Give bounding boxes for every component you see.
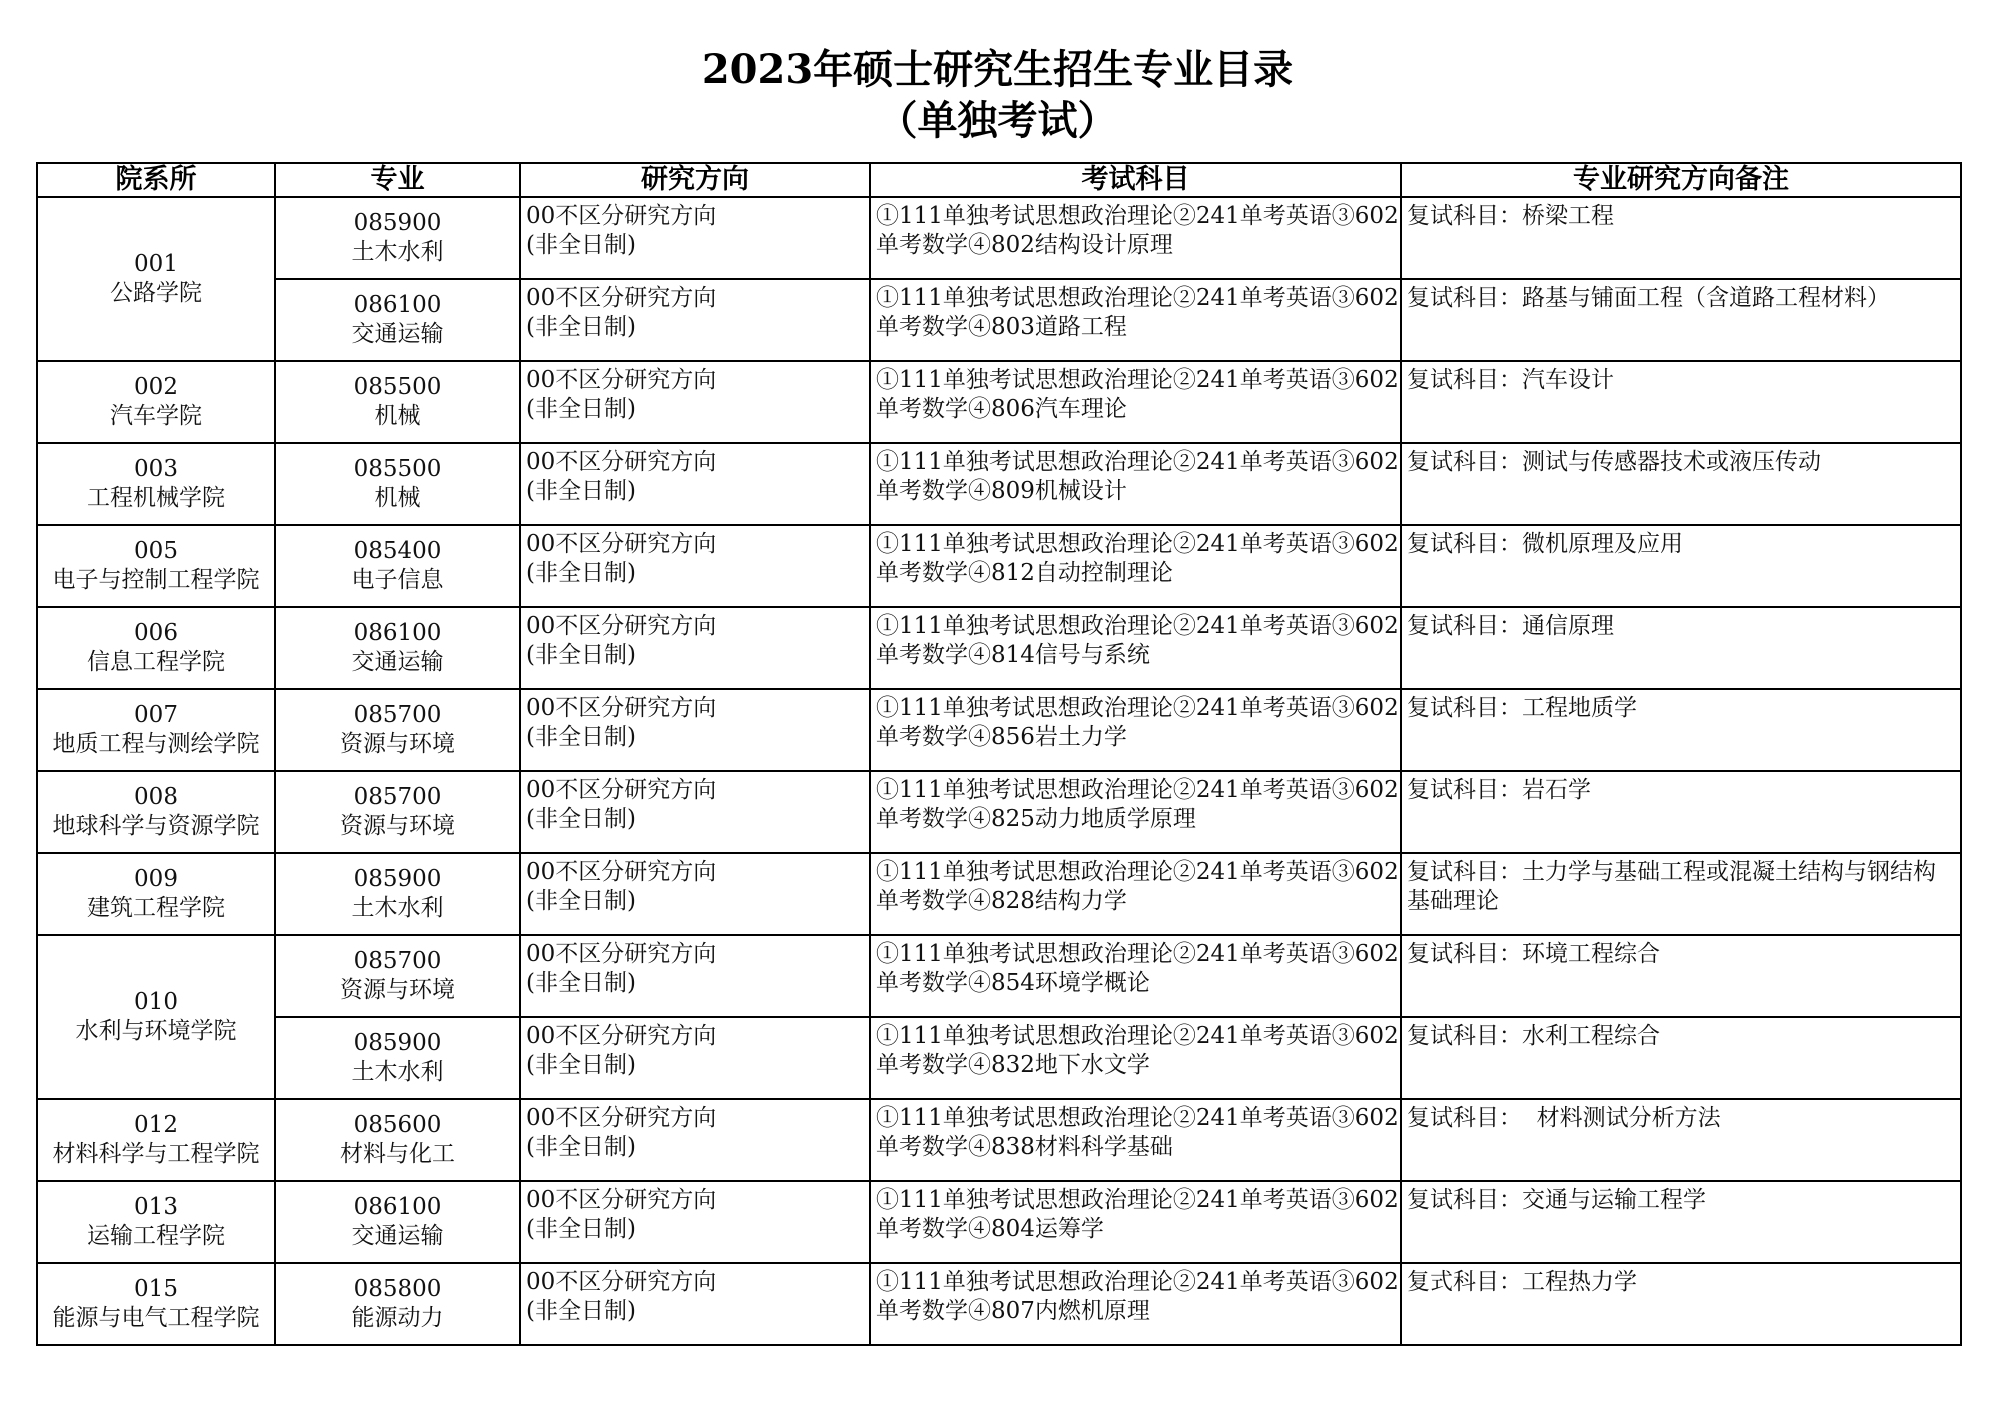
direction-cell <box>520 771 870 853</box>
exam-cell <box>870 1263 1401 1345</box>
direction-line: (非全日制) <box>526 396 636 422</box>
exam-line: ①111单独考试思想政治理论②241单考英语③602 <box>876 695 1399 721</box>
exam-line: ①111单独考试思想政治理论②241单考英语③602 <box>876 777 1399 803</box>
exam-line: 单考数学④802结构设计原理 <box>876 232 1173 258</box>
note-cell <box>1401 935 1961 1017</box>
direction-cell <box>520 443 870 525</box>
direction-cell <box>520 853 870 935</box>
direction-line: 00不区分研究方向 <box>526 859 717 885</box>
note-cell <box>1401 279 1961 361</box>
exam-line: 单考数学④825动力地质学原理 <box>876 806 1196 832</box>
major-cell <box>275 853 520 935</box>
exam-cell <box>870 279 1401 361</box>
major-cell <box>275 197 520 279</box>
major-code: 085600 <box>353 1112 442 1138</box>
department-name: 工程机械学院 <box>87 485 225 511</box>
table-row <box>37 1017 1961 1099</box>
exam-line: 单考数学④807内燃机原理 <box>876 1298 1150 1324</box>
major-cell <box>275 1263 520 1345</box>
direction-line: 00不区分研究方向 <box>526 449 717 475</box>
note-line: 复试科目：水利工程综合 <box>1407 1023 1660 1049</box>
major-cell <box>275 279 520 361</box>
table-row <box>37 771 1961 853</box>
document-title-block <box>0 44 1995 146</box>
document-title: 2023年硕士研究生招生专业目录 <box>701 46 1294 93</box>
department-name: 运输工程学院 <box>87 1223 225 1249</box>
department-cell <box>37 525 275 607</box>
direction-line: 00不区分研究方向 <box>526 367 717 393</box>
department-code: 009 <box>134 866 178 892</box>
direction-cell <box>520 1181 870 1263</box>
exam-cell <box>870 607 1401 689</box>
major-name: 资源与环境 <box>340 977 455 1003</box>
department-name: 建筑工程学院 <box>87 895 225 921</box>
major-name: 机械 <box>374 485 421 511</box>
table-row <box>37 525 1961 607</box>
major-name: 机械 <box>374 403 421 429</box>
note-line: 复试科目：微机原理及应用 <box>1407 531 1683 557</box>
note-line: 复式科目：工程热力学 <box>1407 1269 1637 1295</box>
direction-line: (非全日制) <box>526 560 636 586</box>
direction-cell <box>520 1099 870 1181</box>
exam-line: 单考数学④806汽车理论 <box>876 396 1127 422</box>
major-code: 086100 <box>353 1194 442 1220</box>
direction-cell <box>520 361 870 443</box>
exam-line: 单考数学④812自动控制理论 <box>876 560 1173 586</box>
exam-line: ①111单独考试思想政治理论②241单考英语③602 <box>876 859 1399 885</box>
note-cell <box>1401 1263 1961 1345</box>
department-name: 公路学院 <box>110 280 202 306</box>
direction-line: (非全日制) <box>526 232 636 258</box>
department-cell <box>37 935 275 1099</box>
department-name: 信息工程学院 <box>87 649 225 675</box>
exam-line: ①111单独考试思想政治理论②241单考英语③602 <box>876 531 1399 557</box>
note-line: 复试科目： 材料测试分析方法 <box>1407 1105 1721 1131</box>
direction-line: 00不区分研究方向 <box>526 1187 717 1213</box>
note-line: 复试科目：土力学与基础工程或混凝土结构与钢结构 <box>1407 859 1936 885</box>
note-cell <box>1401 1181 1961 1263</box>
department-name: 材料科学与工程学院 <box>52 1141 260 1167</box>
department-name: 汽车学院 <box>110 403 202 429</box>
department-code: 013 <box>134 1194 178 1220</box>
direction-line: 00不区分研究方向 <box>526 285 717 311</box>
table-row <box>37 443 1961 525</box>
table-row <box>37 279 1961 361</box>
exam-line: 单考数学④809机械设计 <box>876 478 1127 504</box>
exam-cell <box>870 361 1401 443</box>
note-cell <box>1401 443 1961 525</box>
table-row <box>37 1099 1961 1181</box>
department-code: 012 <box>134 1112 178 1138</box>
direction-cell <box>520 197 870 279</box>
exam-line: ①111单独考试思想政治理论②241单考英语③602 <box>876 1105 1399 1131</box>
header-row <box>37 163 1961 197</box>
major-cell <box>275 1181 520 1263</box>
major-cell <box>275 771 520 853</box>
note-cell <box>1401 607 1961 689</box>
exam-line: ①111单独考试思想政治理论②241单考英语③602 <box>876 449 1399 475</box>
exam-cell <box>870 1099 1401 1181</box>
note-line: 复试科目：交通与运输工程学 <box>1407 1187 1706 1213</box>
department-name: 地质工程与测绘学院 <box>52 731 260 757</box>
exam-line: ①111单独考试思想政治理论②241单考英语③602 <box>876 1269 1399 1295</box>
direction-line: (非全日制) <box>526 970 636 996</box>
exam-line: 单考数学④828结构力学 <box>876 888 1127 914</box>
note-cell <box>1401 1017 1961 1099</box>
direction-cell <box>520 279 870 361</box>
direction-cell <box>520 1017 870 1099</box>
table-row <box>37 361 1961 443</box>
exam-line: 单考数学④803道路工程 <box>876 314 1127 340</box>
major-cell <box>275 935 520 1017</box>
major-name: 交通运输 <box>351 649 444 675</box>
direction-line: 00不区分研究方向 <box>526 777 717 803</box>
direction-line: 00不区分研究方向 <box>526 695 717 721</box>
table-row <box>37 1181 1961 1263</box>
department-cell <box>37 607 275 689</box>
exam-cell <box>870 525 1401 607</box>
note-cell <box>1401 361 1961 443</box>
direction-cell <box>520 935 870 1017</box>
department-name: 能源与电气工程学院 <box>52 1305 260 1331</box>
exam-line: ①111单独考试思想政治理论②241单考英语③602 <box>876 1023 1399 1049</box>
department-name: 水利与环境学院 <box>75 1018 237 1044</box>
department-cell <box>37 689 275 771</box>
note-line: 复试科目：岩石学 <box>1407 777 1591 803</box>
major-name: 土木水利 <box>351 239 444 265</box>
note-cell <box>1401 1099 1961 1181</box>
major-cell <box>275 525 520 607</box>
table-row <box>37 689 1961 771</box>
major-cell <box>275 1099 520 1181</box>
note-line: 复试科目：通信原理 <box>1407 613 1614 639</box>
note-line: 复试科目：测试与传感器技术或液压传动 <box>1407 449 1821 475</box>
exam-cell <box>870 771 1401 853</box>
catalog-table <box>36 162 1962 1346</box>
note-line: 复试科目：汽车设计 <box>1407 367 1614 393</box>
major-code: 085900 <box>353 210 442 236</box>
direction-line: (非全日制) <box>526 724 636 750</box>
direction-line: 00不区分研究方向 <box>526 941 717 967</box>
note-line: 复试科目：工程地质学 <box>1407 695 1637 721</box>
note-cell <box>1401 197 1961 279</box>
department-cell <box>37 443 275 525</box>
major-code: 085900 <box>353 1030 442 1056</box>
table-row <box>37 935 1961 1017</box>
exam-line: ①111单独考试思想政治理论②241单考英语③602 <box>876 285 1399 311</box>
major-name: 能源动力 <box>351 1305 444 1331</box>
department-code: 015 <box>134 1276 178 1302</box>
direction-line: 00不区分研究方向 <box>526 1023 717 1049</box>
department-code: 008 <box>134 784 178 810</box>
exam-line: 单考数学④854环境学概论 <box>876 970 1150 996</box>
exam-line: ①111单独考试思想政治理论②241单考英语③602 <box>876 941 1399 967</box>
table-row <box>37 197 1961 279</box>
direction-line: (非全日制) <box>526 478 636 504</box>
direction-line: (非全日制) <box>526 314 636 340</box>
major-name: 土木水利 <box>351 895 444 921</box>
major-code: 086100 <box>353 292 442 318</box>
exam-line: ①111单独考试思想政治理论②241单考英语③602 <box>876 1187 1399 1213</box>
major-code: 085500 <box>353 456 442 482</box>
exam-cell <box>870 443 1401 525</box>
direction-line: 00不区分研究方向 <box>526 613 717 639</box>
exam-line: ①111单独考试思想政治理论②241单考英语③602 <box>876 203 1399 229</box>
department-name: 地球科学与资源学院 <box>52 813 260 839</box>
department-cell <box>37 197 275 361</box>
department-cell <box>37 1181 275 1263</box>
note-cell <box>1401 689 1961 771</box>
direction-line: (非全日制) <box>526 642 636 668</box>
department-cell <box>37 771 275 853</box>
department-code: 001 <box>134 251 178 277</box>
header-department: 院系所 <box>37 163 275 197</box>
direction-line: 00不区分研究方向 <box>526 203 717 229</box>
major-cell <box>275 689 520 771</box>
note-line: 复试科目：路基与铺面工程（含道路工程材料） <box>1407 285 1890 311</box>
department-cell <box>37 361 275 443</box>
exam-line: 单考数学④832地下水文学 <box>876 1052 1150 1078</box>
direction-cell <box>520 525 870 607</box>
major-name: 交通运输 <box>351 321 444 347</box>
major-name: 资源与环境 <box>340 813 455 839</box>
major-cell <box>275 1017 520 1099</box>
direction-cell <box>520 689 870 771</box>
department-code: 005 <box>134 538 178 564</box>
direction-line: 00不区分研究方向 <box>526 1105 717 1131</box>
exam-line: ①111单独考试思想政治理论②241单考英语③602 <box>876 367 1399 393</box>
major-name: 材料与化工 <box>340 1141 455 1167</box>
exam-cell <box>870 197 1401 279</box>
direction-line: (非全日制) <box>526 1134 636 1160</box>
major-code: 085700 <box>353 784 442 810</box>
exam-cell <box>870 689 1401 771</box>
header-note: 专业研究方向备注 <box>1401 163 1961 197</box>
exam-line: 单考数学④804运筹学 <box>876 1216 1104 1242</box>
table-row <box>37 1263 1961 1345</box>
direction-line: (非全日制) <box>526 1052 636 1078</box>
note-line: 复试科目：环境工程综合 <box>1407 941 1660 967</box>
exam-line: 单考数学④814信号与系统 <box>876 642 1150 668</box>
note-line: 基础理论 <box>1407 888 1499 914</box>
direction-line: (非全日制) <box>526 1298 636 1324</box>
header-direction: 研究方向 <box>520 163 870 197</box>
note-line: 复试科目：桥梁工程 <box>1407 203 1614 229</box>
direction-line: (非全日制) <box>526 806 636 832</box>
major-code: 085900 <box>353 866 442 892</box>
exam-cell <box>870 1181 1401 1263</box>
department-code: 007 <box>134 702 178 728</box>
department-name: 电子与控制工程学院 <box>52 567 260 593</box>
department-cell <box>37 1263 275 1345</box>
major-code: 085800 <box>353 1276 442 1302</box>
major-name: 电子信息 <box>351 567 444 593</box>
exam-line: 单考数学④856岩土力学 <box>876 724 1127 750</box>
exam-cell <box>870 935 1401 1017</box>
major-name: 资源与环境 <box>340 731 455 757</box>
department-cell <box>37 1099 275 1181</box>
department-code: 010 <box>134 989 178 1015</box>
major-code: 085500 <box>353 374 442 400</box>
major-code: 085700 <box>353 702 442 728</box>
department-code: 006 <box>134 620 178 646</box>
table-row <box>37 607 1961 689</box>
table-row <box>37 853 1961 935</box>
header-major: 专业 <box>275 163 520 197</box>
major-code: 085700 <box>353 948 442 974</box>
exam-line: ①111单独考试思想政治理论②241单考英语③602 <box>876 613 1399 639</box>
note-cell <box>1401 853 1961 935</box>
direction-cell <box>520 607 870 689</box>
major-cell <box>275 443 520 525</box>
direction-line: 00不区分研究方向 <box>526 531 717 557</box>
direction-line: (非全日制) <box>526 888 636 914</box>
header-exam: 考试科目 <box>870 163 1401 197</box>
department-cell <box>37 853 275 935</box>
major-name: 交通运输 <box>351 1223 444 1249</box>
direction-line: (非全日制) <box>526 1216 636 1242</box>
major-code: 086100 <box>353 620 442 646</box>
major-cell <box>275 607 520 689</box>
exam-cell <box>870 1017 1401 1099</box>
department-code: 003 <box>134 456 178 482</box>
document-subtitle: （单独考试） <box>877 97 1118 144</box>
major-cell <box>275 361 520 443</box>
major-code: 085400 <box>353 538 442 564</box>
direction-line: 00不区分研究方向 <box>526 1269 717 1295</box>
major-name: 土木水利 <box>351 1059 444 1085</box>
exam-line: 单考数学④838材料科学基础 <box>876 1134 1173 1160</box>
note-cell <box>1401 771 1961 853</box>
direction-cell <box>520 1263 870 1345</box>
note-cell <box>1401 525 1961 607</box>
department-code: 002 <box>134 374 178 400</box>
exam-cell <box>870 853 1401 935</box>
